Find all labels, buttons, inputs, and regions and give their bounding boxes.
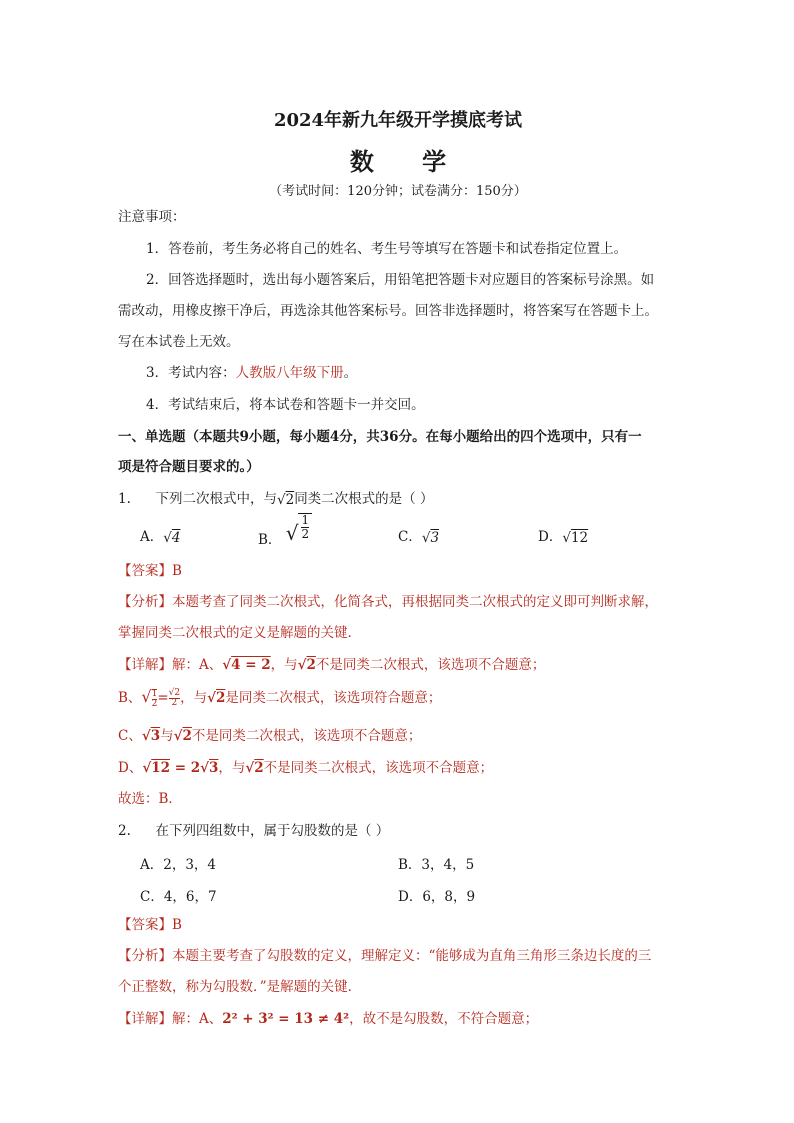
option-b-label: B． [258,532,282,548]
note-2-line-3: 写在本试卷上无效。 [118,334,240,350]
detail-c-radicand: 3 [150,728,161,744]
option-b-radical-sign: √ [285,521,299,545]
detail-a-expression: 4 = 2 [231,657,271,673]
q2-detail-a-post: ，故不是勾股数，不符合题意； [349,1011,539,1027]
question-1-detail-d: D、√12 = 2√3，与√2不是同类二次根式，该选项不合题意； [118,760,494,776]
detail-c-mid: 与 [160,728,174,744]
question-2-stem-text: 在下列四组数中，属于勾股数的是（ ） [155,823,390,839]
question-2-option-c: C．4，6，7 [140,889,217,905]
detail-label: 【详解】 [118,657,172,673]
detail-c-post: 不是同类二次根式，该选项不合题意； [191,728,422,744]
exam-title: 2024年新九年级开学摸底考试 [273,110,523,131]
detail-d-radicand: 12 [151,760,170,776]
section-1-heading-line-2: 项是符合题目要求的。） [118,459,260,475]
question-2-detail-a [118,1010,538,1028]
question-1-analysis-line-1: 【分析】本题考查了同类二次根式，化简各式，再根据同类二次根式的定义即可判断求解， [118,594,658,610]
detail-d-radicand-2: 3 [208,760,219,776]
question-1-number: 1. [118,491,131,507]
q2-detail-a-expression: 2² + 3² = 13 ≠ 4² [222,1011,350,1027]
detail-a-radicand: 2 [306,657,316,673]
note-1: 1．答卷前，考生务必将自己的姓名、考生号等填写在答题卡和试卷指定位置上。 [146,241,628,257]
question-2-option-d: D．6，8，9 [398,889,476,905]
detail-b-result-numerator: √2 [168,688,181,698]
note-3-content: 人教版八年级下册 [235,365,344,381]
detail-d-post: 不是同类二次根式，该选项不合题意； [263,760,494,776]
detail-a-prefix: 解：A、 [172,657,223,673]
detail-d-prefix: D、 [118,760,143,776]
detail-b-numerator: 1 [151,688,158,699]
sqrt-2-radical: √2 [276,491,295,508]
question-2-number: 2. [118,823,131,839]
note-3-suffix: 。 [343,365,358,381]
option-c-label: C． [398,529,422,545]
question-2-stem [118,822,389,840]
option-c-radical: √3 [421,529,440,546]
detail-b-equals: = [157,690,169,706]
option-d-label: D． [538,529,563,545]
note-4: 4．考试结束后，将本试卷和答题卡一并交回。 [146,397,425,413]
note-3 [146,364,357,382]
note-3-prefix: 3．考试内容： [146,365,236,381]
exam-time-info: （考试时间：120分钟；试卷满分：150分） [269,184,527,199]
question-1-option-d [538,525,588,546]
detail-d-equals: = 2 [170,760,201,776]
question-1-stem-text-a: 下列二次根式中，与 [155,491,277,507]
detail-b-prefix: B、 [118,690,142,706]
question-2-option-b: B．3，4，5 [398,857,475,873]
question-1-analysis-line-2: 掌握同类二次根式的定义是解题的关键． [118,625,361,641]
detail-b-result-denominator: 2 [171,698,178,708]
option-a-radicand: 4 [171,529,181,546]
option-d-radicand: 12 [570,529,589,546]
detail-c-prefix: C、 [118,728,142,744]
detail-b-result-fraction [169,689,180,708]
question-1-answer: 【答案】B [118,563,182,579]
note-2-line-1: 2．回答选择题时，选出每小题答案后，用铅笔把答题卡对应题目的答案标号涂黑。如 [146,272,655,288]
detail-b-post: 是同类二次根式，该选项符合题意； [225,690,442,706]
question-1-option-b [258,513,312,548]
question-1-conclusion: 故选：B． [118,791,182,807]
notes-heading: 注意事项： [118,209,186,225]
q2-detail-label: 【详解】 [118,1011,172,1027]
option-d-radical: √12 [562,529,589,546]
note-2-line-2: 需改动，用橡皮擦干净后，再选涂其他答案标号。回答非选择题时，将答案写在答题卡上。 [118,303,658,319]
question-1-option-a [140,525,180,546]
option-a-label: A． [140,529,164,545]
detail-a-mid: ，与 [270,657,298,673]
question-2-option-a: A．2，3，4 [140,857,217,873]
question-1-stem [118,490,433,509]
detail-b-mid: ，与 [180,690,208,706]
detail-a-post: 不是同类二次根式，该选项不合题意； [315,657,546,673]
subject-title: 数 学 [349,147,467,176]
question-2-analysis-line-2: 个正整数，称为勾股数．”是解题的关键． [118,979,362,995]
question-1-stem-text-b: 同类二次根式的是（ ） [294,491,434,507]
detail-b-denominator: 2 [151,698,158,709]
option-b-numerator: 1 [301,513,310,527]
section-1-heading-line-1: 一、单选题（本题共9小题，每小题4分，共36分。在每小题给出的四个选项中，只有一 [118,429,642,445]
radicand: 2 [285,491,295,508]
question-1-detail-a: 【详解】解：A、√4 = 2，与√2不是同类二次根式，该选项不合题意； [118,657,546,673]
question-1-detail-b: B、√ $\frac{1}{2}$ = $\frac{√2}{2}$ ，与√2是同类二次根式，该选项符合题意； [118,687,442,709]
question-1-detail-c: C、√3与√2不是同类二次根式，该选项不合题意； [118,728,422,744]
option-b-denominator: 2 [301,527,310,541]
option-c-radicand: 3 [430,529,440,546]
q2-detail-a-prefix: 解：A、 [172,1011,223,1027]
detail-b-radicand: 2 [216,690,226,706]
detail-c-radicand-2: 2 [182,728,192,744]
option-b-fraction [298,513,312,541]
detail-d-radicand-3: 2 [254,760,264,776]
question-2-answer: 【答案】B [118,917,182,933]
detail-d-mid: ，与 [218,760,246,776]
question-1-option-c [398,525,439,546]
option-a-radical: √4 [163,529,181,546]
question-2-analysis-line-1: 【分析】本题主要考查了勾股数的定义，理解定义：“能够成为直角三角形三条边长度的三 [118,948,652,964]
